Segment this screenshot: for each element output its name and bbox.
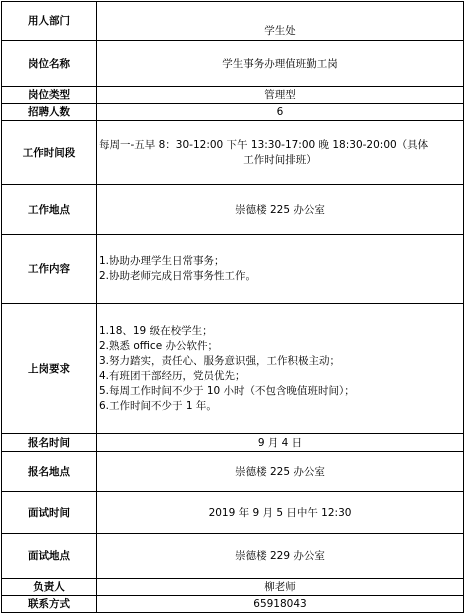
requirement-item: 2.熟悉 office 办公软件；: [99, 339, 219, 352]
row-signup-place: [2, 452, 464, 492]
value-position: 学生事务办理值班勤工岗: [97, 41, 464, 87]
requirement-item: 1.18、19 级在校学生；: [99, 324, 213, 337]
requirements-list: [99, 324, 461, 414]
label-signup-place: 报名地点: [2, 452, 97, 492]
label-signup-time: 报名时间: [2, 434, 97, 452]
row-signup-time: [2, 434, 464, 452]
label-type: 岗位类型: [2, 87, 97, 104]
value-contact-phone: 65918043: [97, 596, 464, 613]
content-item: 1.协助办理学生日常事务；: [99, 255, 225, 267]
hours-line-2: 工作时间排班）: [243, 153, 317, 166]
value-headcount: 6: [97, 104, 464, 121]
label-interview-place: 面试地点: [2, 534, 97, 579]
label-contact-person: 负责人: [2, 579, 97, 596]
row-location: [2, 185, 464, 235]
value-dept: 学生处: [97, 2, 464, 41]
row-content: [2, 235, 464, 304]
value-type: 管理型: [97, 87, 464, 104]
label-dept: 用人部门: [2, 2, 97, 41]
content-list: [99, 254, 461, 284]
job-posting-table: [1, 1, 464, 613]
row-interview-place: [2, 534, 464, 579]
row-requirements: [2, 304, 464, 434]
requirement-item: 4.有班团干部经历，党员优先；: [99, 369, 246, 382]
row-position: [2, 41, 464, 87]
value-signup-place: 崇德楼 225 办公室: [97, 452, 464, 492]
label-location: 工作地点: [2, 185, 97, 235]
requirement-item: 6.工作时间不少于 1 年。: [99, 399, 217, 412]
value-hours: [97, 121, 464, 185]
row-headcount: [2, 104, 464, 121]
requirement-item: 5.每周工作时间不少于 10 小时（不包含晚值班时间）；: [99, 384, 355, 397]
requirement-item: 3.努力踏实，责任心、服务意识强，工作积极主动；: [99, 354, 341, 367]
value-location: 崇德楼 225 办公室: [97, 185, 464, 235]
row-interview-time: [2, 492, 464, 534]
content-item: 2.协助老师完成日常事务性工作。: [99, 270, 257, 282]
value-interview-place: 崇德楼 229 办公室: [97, 534, 464, 579]
value-content: [97, 235, 464, 304]
row-type: [2, 87, 464, 104]
value-signup-time: 9 月 4 日: [97, 434, 464, 452]
label-headcount: 招聘人数: [2, 104, 97, 121]
label-hours: 工作时间段: [2, 121, 97, 185]
row-hours: [2, 121, 464, 185]
label-interview-time: 面试时间: [2, 492, 97, 534]
row-dept: [2, 2, 464, 41]
value-requirements: [97, 304, 464, 434]
row-contact-person: [2, 579, 464, 596]
label-contact-phone: 联系方式: [2, 596, 97, 613]
value-interview-time: 2019 年 9 月 5 日中午 12:30: [97, 492, 464, 534]
label-position: 岗位名称: [2, 41, 97, 87]
label-requirements: 上岗要求: [2, 304, 97, 434]
value-contact-person: 柳老师: [97, 579, 464, 596]
row-contact-phone: [2, 596, 464, 613]
label-content: 工作内容: [2, 235, 97, 304]
hours-line-1: 每周一-五早 8：30-12:00 下午 13:30-17:00 晚 18:30-20:00（具体: [99, 138, 429, 151]
